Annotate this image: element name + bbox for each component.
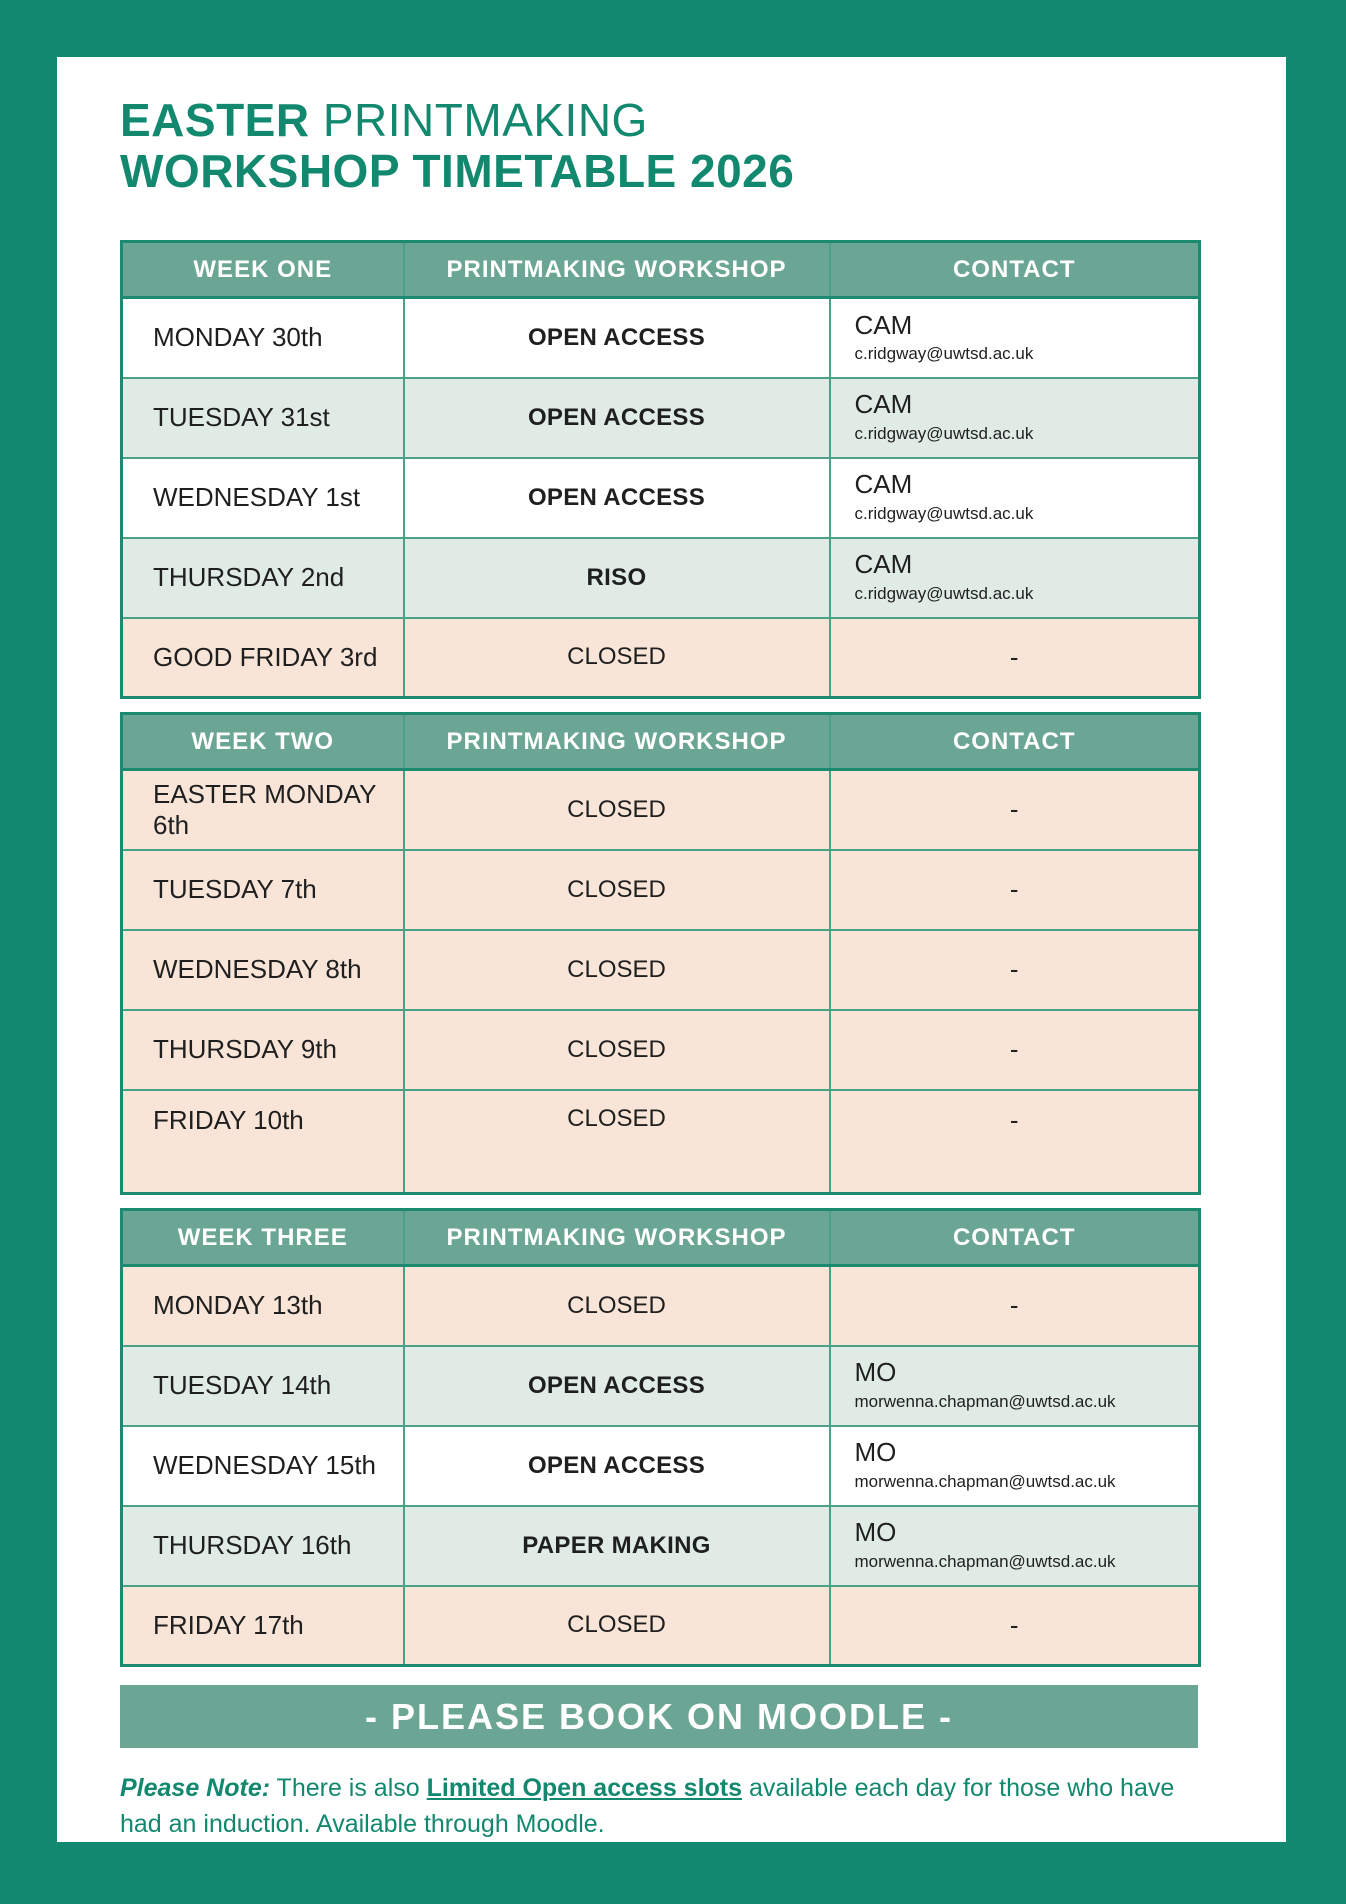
contact-name: CAM [854, 309, 913, 340]
contact-cell [830, 378, 1200, 458]
table-row [122, 1266, 1200, 1346]
day-cell: EASTER MONDAY 6th [122, 770, 404, 850]
workshop-cell: PAPER MAKING [404, 1506, 830, 1586]
week-header-cell: WEEK THREE [122, 1210, 404, 1266]
footer-note [120, 1770, 1200, 1842]
contact-dash: - [1009, 874, 1019, 905]
table-header-row [122, 242, 1200, 298]
table-row [122, 1010, 1200, 1090]
day-cell: FRIDAY 17th [122, 1586, 404, 1666]
workshop-cell: CLOSED [404, 850, 830, 930]
contact-header-cell: CONTACT [830, 1210, 1200, 1266]
contact-email: c.ridgway@uwtsd.ac.uk [854, 343, 1034, 363]
contact-email: morwenna.chapman@uwtsd.ac.uk [854, 1471, 1116, 1491]
contact-email: c.ridgway@uwtsd.ac.uk [854, 423, 1034, 443]
contact-cell [830, 538, 1200, 618]
contact-cell [830, 1586, 1200, 1666]
week-header-cell: WEEK ONE [122, 242, 404, 298]
contact-header-cell: CONTACT [830, 242, 1200, 298]
workshop-cell: OPEN ACCESS [404, 1426, 830, 1506]
contact-cell [830, 1266, 1200, 1346]
day-cell: TUESDAY 31st [122, 378, 404, 458]
note-text-before: There is also [270, 1774, 427, 1803]
table-header-row [122, 1210, 1200, 1266]
contact-cell [830, 298, 1200, 378]
table-row [122, 770, 1200, 850]
table-row [122, 930, 1200, 1010]
timetable-week-three [120, 1208, 1201, 1667]
day-cell: WEDNESDAY 15th [122, 1426, 404, 1506]
contact-name: CAM [854, 389, 913, 420]
workshop-cell: OPEN ACCESS [404, 1346, 830, 1426]
contact-cell [830, 1506, 1200, 1586]
poster-content [57, 57, 1198, 1842]
contact-dash: - [1009, 641, 1019, 672]
timetable-week-two [120, 712, 1201, 1195]
table-row [122, 538, 1200, 618]
contact-email: c.ridgway@uwtsd.ac.uk [854, 583, 1034, 603]
table-row [122, 1090, 1200, 1194]
day-cell: TUESDAY 7th [122, 850, 404, 930]
contact-dash: - [1009, 1290, 1019, 1321]
day-cell: WEDNESDAY 8th [122, 930, 404, 1010]
workshop-cell: OPEN ACCESS [404, 458, 830, 538]
contact-dash: - [1009, 1609, 1019, 1640]
workshop-cell: CLOSED [404, 930, 830, 1010]
page-title [120, 95, 1198, 196]
day-cell: MONDAY 30th [122, 298, 404, 378]
workshop-cell: CLOSED [404, 1090, 830, 1194]
contact-dash: - [1009, 794, 1019, 825]
contact-email: morwenna.chapman@uwtsd.ac.uk [854, 1551, 1116, 1571]
day-cell: THURSDAY 16th [122, 1506, 404, 1586]
table-row [122, 850, 1200, 930]
table-row [122, 458, 1200, 538]
contact-cell [830, 1346, 1200, 1426]
contact-name: MO [854, 1517, 897, 1548]
workshop-cell: CLOSED [404, 770, 830, 850]
contact-cell [830, 930, 1200, 1010]
workshop-header-cell: PRINTMAKING WORKSHOP [404, 242, 830, 298]
title-printmaking: PRINTMAKING [309, 94, 648, 146]
contact-header-cell: CONTACT [830, 714, 1200, 770]
contact-cell [830, 850, 1200, 930]
contact-name: CAM [854, 549, 913, 580]
note-emphasis: Limited Open access slots [426, 1774, 743, 1803]
day-cell: WEDNESDAY 1st [122, 458, 404, 538]
day-cell: THURSDAY 2nd [122, 538, 404, 618]
day-cell: GOOD FRIDAY 3rd [122, 618, 404, 698]
workshop-cell: CLOSED [404, 1010, 830, 1090]
contact-cell [830, 618, 1200, 698]
workshop-cell: CLOSED [404, 1586, 830, 1666]
timetable-week-one [120, 240, 1201, 699]
workshop-cell: RISO [404, 538, 830, 618]
note-text-after: available each day for those who have had an induction. Available through Moodle. [120, 1774, 1175, 1839]
table-row [122, 618, 1200, 698]
poster-page [57, 57, 1286, 1842]
table-row [122, 378, 1200, 458]
workshop-cell: CLOSED [404, 1266, 830, 1346]
contact-cell [830, 1426, 1200, 1506]
booking-banner: - PLEASE BOOK ON MOODLE - [120, 1685, 1198, 1748]
contact-cell [830, 770, 1200, 850]
contact-name: CAM [854, 469, 913, 500]
day-cell: MONDAY 13th [122, 1266, 404, 1346]
note-lead: Please Note: [120, 1774, 271, 1803]
day-cell: TUESDAY 14th [122, 1346, 404, 1426]
page-title-line1 [120, 95, 1198, 146]
table-row [122, 1586, 1200, 1666]
contact-dash: - [1009, 1034, 1019, 1065]
page-title-line2: WORKSHOP TIMETABLE 2026 [120, 144, 795, 197]
table-row [122, 1426, 1200, 1506]
day-cell: FRIDAY 10th [122, 1090, 404, 1194]
table-row [122, 1506, 1200, 1586]
week-header-cell: WEEK TWO [122, 714, 404, 770]
contact-name: MO [854, 1357, 897, 1388]
table-header-row [122, 714, 1200, 770]
contact-dash: - [1009, 954, 1019, 985]
table-row [122, 1346, 1200, 1426]
day-cell: THURSDAY 9th [122, 1010, 404, 1090]
workshop-header-cell: PRINTMAKING WORKSHOP [404, 1210, 830, 1266]
contact-cell [830, 1010, 1200, 1090]
workshop-cell: CLOSED [404, 618, 830, 698]
contact-cell [830, 458, 1200, 538]
table-row [122, 298, 1200, 378]
workshop-cell: OPEN ACCESS [404, 298, 830, 378]
title-easter: EASTER [120, 94, 310, 146]
contact-email: morwenna.chapman@uwtsd.ac.uk [854, 1391, 1116, 1411]
contact-name: MO [854, 1437, 897, 1468]
workshop-header-cell: PRINTMAKING WORKSHOP [404, 714, 830, 770]
contact-email: c.ridgway@uwtsd.ac.uk [854, 503, 1034, 523]
contact-cell [830, 1090, 1200, 1194]
contact-dash: - [1009, 1104, 1019, 1135]
workshop-cell: OPEN ACCESS [404, 378, 830, 458]
